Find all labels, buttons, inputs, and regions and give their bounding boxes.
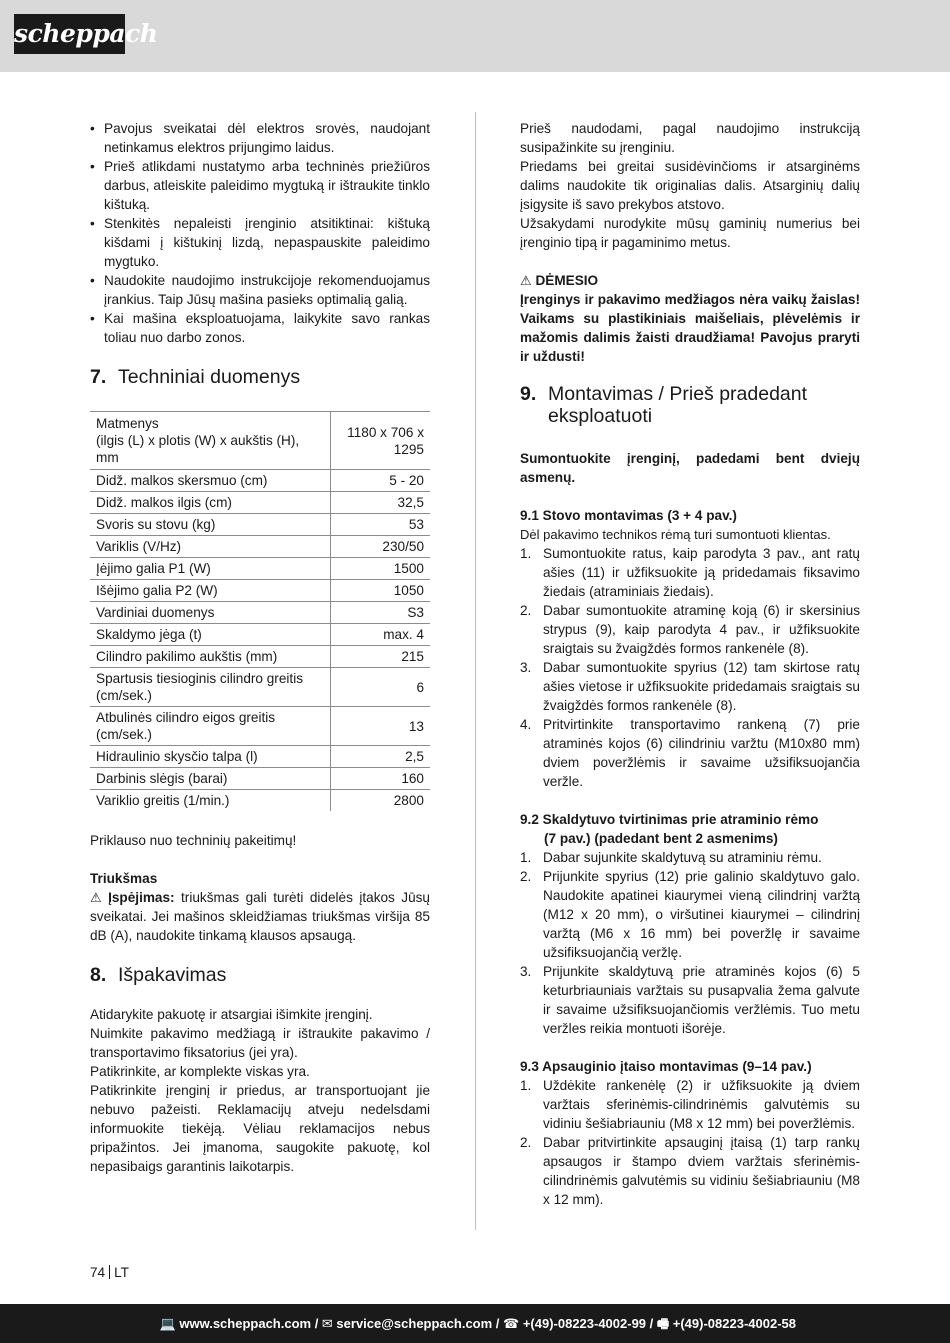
list-item-text: Prijunkite skaldytuvą prie atraminės kojos (6) 5 keturbriauniais varžtais su pusapvalia žema galvute ir savaime užsifiksuojančiomis veržlėmis. Tuo metu veržles reikia montuoti išorėje. [543,964,860,1036]
unpack-line: Patikrinkite, ar komplekte viskas yra. [90,1064,310,1079]
attention-title-text: DĖMESIO [535,273,599,288]
unpack-text [90,1005,430,1176]
left-column [90,119,430,1176]
list-item: • Naudokite naudojimo instrukcijoje rekomenduojamus įrankius. Taip Jūsų mašina pasieks optimalią galią. [90,271,430,309]
section-number: 9. [520,383,537,405]
table-row [90,470,430,492]
spec-value: 5 - 20 [330,470,430,492]
spec-value: 6 [330,668,430,707]
subsection-9-1-title: 9.1 Stovo montavimas (3 + 4 pav.) [520,508,737,523]
list-item: • Stenkitės nepaleisti įrenginio atsitiktinai: kištuką kišdami į kištukinį lizdą, nepaspauskite paleidimo mygtuko. [90,214,430,271]
spec-key: Variklio greitis (1/min.) [96,793,230,808]
noise-warn-label: Įspėjimas: [108,890,175,905]
spec-value: 2800 [330,790,430,812]
spec-key: Didž. malkos skersmuo (cm) [90,470,330,492]
safety-bullets [90,119,430,347]
spec-table [90,411,430,811]
table-row [90,707,430,746]
attention-text: Įrenginys ir pakavimo medžiagos nėra vaikų žaislas! Vaikams su plastikiniais maišeliais, plėvelėmis ir mažomis dalimis žaisti draudžiama! Pavojus praryti ir uždusti! [520,292,860,364]
page-language: LT [114,1265,129,1280]
warning-icon: ⚠ [90,890,102,905]
spec-key: Svoris su stovu (kg) [90,514,330,536]
section-title: Techniniai duomenys [118,366,301,388]
spec-key: Variklis (V/Hz) [90,536,330,558]
table-row [90,492,430,514]
spec-value: 32,5 [330,492,430,514]
attention-title [520,271,860,290]
subsection-9-2-title: 9.2 Skaldytuvo tvirtinimas prie atraminio rėmo [520,812,819,827]
spec-key: Išėjimo galia P2 (W) [90,580,330,602]
list-item: 1. Dabar sujunkite skaldytuvą su atraminiu rėmu. [520,850,822,865]
table-row [90,646,430,668]
list-item: • Prieš atlikdami nustatymo arba techninės priežiūros darbus, atleiskite paleidimo mygtuką ir ištraukite tinklo kištuką. [90,157,430,214]
table-row [90,624,430,646]
spec-value: 13 [330,707,430,746]
list-item-text: Dabar sumontuokite atraminę koją (6) ir skersinius strypus (9), kaip parodyta 4 pav., ir užfiksuokite sraigtais su žvaigždės formos rankenėle (8). [543,603,860,656]
section-8-heading [90,964,430,986]
unpack-line: Atidarykite pakuotę ir atsargiai išimkite įrenginį. [90,1007,373,1022]
intro-line: Užsakydami nurodykite mūsų gaminių numerius bei įrenginio tipą ir pagaminimo metus. [520,216,860,250]
list-item-text: Prijunkite spyrius (12) prie galinio skaldytuvo galo. Naudokite apatinei kiaurymei vieną cilindrinį varžtą (M12 x 20 mm), o viršutinei kiaurymei – cilindrinį varžtą (M6 x 16 mm) bei poveržlę ir savaime užsifiksuojančią veržlę. [543,869,860,960]
list-item: • Kai mašina eksploatuojama, laikykite savo rankas toliau nuo darbo zonos. [90,309,430,347]
assembly-note: Sumontuokite įrenginį, padedami bent dviejų asmenų. [520,451,860,485]
list-item-text: Pritvirtinkite transportavimo rankeną (7) prie atraminės kojos (6) cilindriniu varžtu (M10x80 mm) dviem poveržlėmis ir savaime užsifiksuojančia veržle. [543,717,860,789]
spec-value: 1180 x 706 x 1295 [330,412,430,470]
page-footer [0,1304,950,1343]
table-row [90,558,430,580]
list-item: 2. Prijunkite spyrius (12) prie galinio skaldytuvo galo. Naudokite apatinei kiaurymei vieną cilindrinį varžtą (M12 x 20 mm), o viršutinei kiaurymei – cilindrinį varžtą (M6 x 16 mm) bei poveržlę ir savaime užsifiksuojančią veržlę. [520,869,860,960]
spec-value: 230/50 [330,536,430,558]
list-item: 1. Sumontuokite ratus, kaip parodyta 3 pav., ant ratų ašies (11) ir užfiksuokite ją pridedamais fiksavimo žiedais (atraminiais žiedais). [520,546,860,599]
spec-value: 2,5 [330,746,430,768]
spec-value: 1050 [330,580,430,602]
table-row [90,768,430,790]
table-row [90,536,430,558]
spec-key: Hidraulinio skysčio talpa (l) [90,746,330,768]
section-number: 7. [90,366,107,388]
warning-icon: ⚠ [520,273,532,288]
section-title: Išpakavimas [118,964,227,986]
scheppach-logo: scheppach [14,14,125,54]
spec-value: 1500 [330,558,430,580]
list-item: 2. Dabar pritvirtinkite apsauginį įtaisą (1) tarp rankų apsaugos ir štampo dviem varžtais sferinėmis-cilindrinėmis galvutėmis su vidiniu šešiabriauniu (M8 x 12 mm). [520,1135,860,1207]
page-number-separator [109,1265,110,1279]
subsection-9-2-list [520,848,860,1038]
list-item-text: Dabar sujunkite skaldytuvą su atraminiu rėmu. [543,850,822,865]
table-row [90,790,430,812]
subsection-9-3-list [520,1076,860,1209]
spec-key: Spartusis tiesioginis cilindro greitis (cm/sek.) [90,668,330,707]
unpack-line: Nuimkite pakavimo medžiagą ir ištraukite pakavimo / transportavimo fiksatorius (jei yra). [90,1026,430,1060]
spec-value: 160 [330,768,430,790]
spec-key: Atbulinės cilindro eigos greitis (cm/sek.) [90,707,330,746]
list-item-text: Uždėkite rankenėlę (2) ir užfiksuokite ją dviem varžtais sferinėmis-cilindrinėmis galvutėmis su vidiniu šešiabriauniu (M8 x 12 mm) bei poveržlėmis. [543,1078,860,1131]
section-number: 8. [90,964,107,986]
page-header [0,0,950,72]
spec-key: Matmenys (ilgis (L) x plotis (W) x aukštis (H), mm [90,412,330,470]
spec-key: Vardiniai duomenys [90,602,330,624]
right-column [520,119,860,1209]
footer-contact: 💻 www.scheppach.com / ✉ service@scheppach.com / ☎ +(49)-08223-4002-99 / 🖷 +(49)-08223-4002-58 [159,1316,796,1331]
noise-title: Triukšmas [90,871,158,886]
page-number-value: 74 [90,1265,106,1280]
section-7-heading [90,366,430,388]
table-row [90,668,430,707]
list-item: 4. Pritvirtinkite transportavimo rankeną (7) prie atraminės kojos (6) cilindriniu varžtu (M10x80 mm) dviem poveržlėmis ir savaime užsifiksuojančia veržle. [520,717,860,789]
unpack-line: Patikrinkite įrenginį ir priedus, ar transportuojant jie nebuvo pažeisti. Reklamacijų atveju nedelsdami informuokite tiekėją. Vėliau reklamacijos nebus pripažintos. Jei įmanoma, saugokite pakuotę, kol nepasibaigs garantinis laikotarpis. [90,1083,430,1174]
spec-key: Skaldymo jėga (t) [90,624,330,646]
subsection-9-1-subtitle: Dėl pakavimo technikos rėmą turi sumontuoti klientas. [520,527,831,542]
list-item: 3. Prijunkite skaldytuvą prie atraminės kojos (6) 5 keturbriauniais varžtais su pusapvalia žema galvute ir savaime užsifiksuojančiomis veržlėmis. Tuo metu veržles reikia montuoti išorėje. [520,964,860,1036]
table-row [90,580,430,602]
spec-key: Didž. malkos ilgis (cm) [90,492,330,514]
intro-line: Prieš naudodami, pagal naudojimo instrukciją susipažinkite su įrenginiu. [520,121,860,155]
section-title: Montavimas / Prieš pradedant eksploatuoti [548,383,808,427]
subsection-9-3-title: 9.3 Apsauginio įtaiso montavimas (9–14 pav.) [520,1059,812,1074]
list-item: 3. Dabar sumontuokite spyrius (12) tam skirtose ratų ašies vietose ir užfiksuokite pridedamais sraigtais su žvaigždės formos rankenėle (8). [520,660,860,713]
list-item-text: Dabar sumontuokite spyrius (12) tam skirtose ratų ašies vietose ir užfiksuokite pridedamais sraigtais su žvaigždės formos rankenėle (8). [543,660,860,713]
spec-key: Darbinis slėgis (barai) [90,768,330,790]
spec-value: S3 [330,602,430,624]
table-row [90,412,430,470]
subsection-9-2-title-cont: (7 pav.) (padedant bent 2 asmenims) [544,831,778,846]
table-row [90,514,430,536]
list-item: 1. Uždėkite rankenėlę (2) ir užfiksuokite ją dviem varžtais sferinėmis-cilindrinėmis galvutėmis su vidiniu šešiabriauniu (M8 x 12 mm) bei poveržlėmis. [520,1078,860,1131]
noise-warning [90,888,430,945]
list-item-text: Dabar pritvirtinkite apsauginį įtaisą (1) tarp rankų apsaugos ir štampo dviem varžtais sferinėmis-cilindrinėmis galvutėmis su vidiniu šešiabriauniu (M8 x 12 mm). [543,1135,860,1207]
list-item-text: Sumontuokite ratus, kaip parodyta 3 pav., ant ratų ašies (11) ir užfiksuokite ją pridedamais fiksavimo žiedais (atraminiais žiedais). [543,546,860,599]
table-row [90,602,430,624]
section-9-heading [520,383,860,427]
spec-value: 215 [330,646,430,668]
spec-note: Priklauso nuo techninių pakeitimų! [90,833,297,848]
table-row [90,746,430,768]
column-divider [475,112,476,1230]
spec-value: max. 4 [330,624,430,646]
list-item: 2. Dabar sumontuokite atraminę koją (6) ir skersinius strypus (9), kaip parodyta 4 pav., ir užfiksuokite sraigtais su žvaigždės formos rankenėle (8). [520,603,860,656]
spec-key: Įėjimo galia P1 (W) [90,558,330,580]
list-item: • Pavojus sveikatai dėl elektros srovės, naudojant netinkamus elektros prijungimo laidus. [90,119,430,157]
spec-key: Cilindro pakilimo aukštis (mm) [90,646,330,668]
intro-line: Priedams bei greitai susidėvinčioms ir atsarginėms dalims naudokite tik originalias dalis. Atsarginių dalių įsigysite iš savo prekybos atstovo. [520,159,860,212]
noise-warn-text: triukšmas gali turėti didelės įtakos Jūsų sveikatai. Jei mašinos skleidžiamas triukšmas viršija 85 dB (A), naudokite tinkamą klausos apsaugą. [90,890,430,943]
page-number [90,1263,129,1282]
spec-value: 53 [330,514,430,536]
subsection-9-1-list [520,544,860,791]
